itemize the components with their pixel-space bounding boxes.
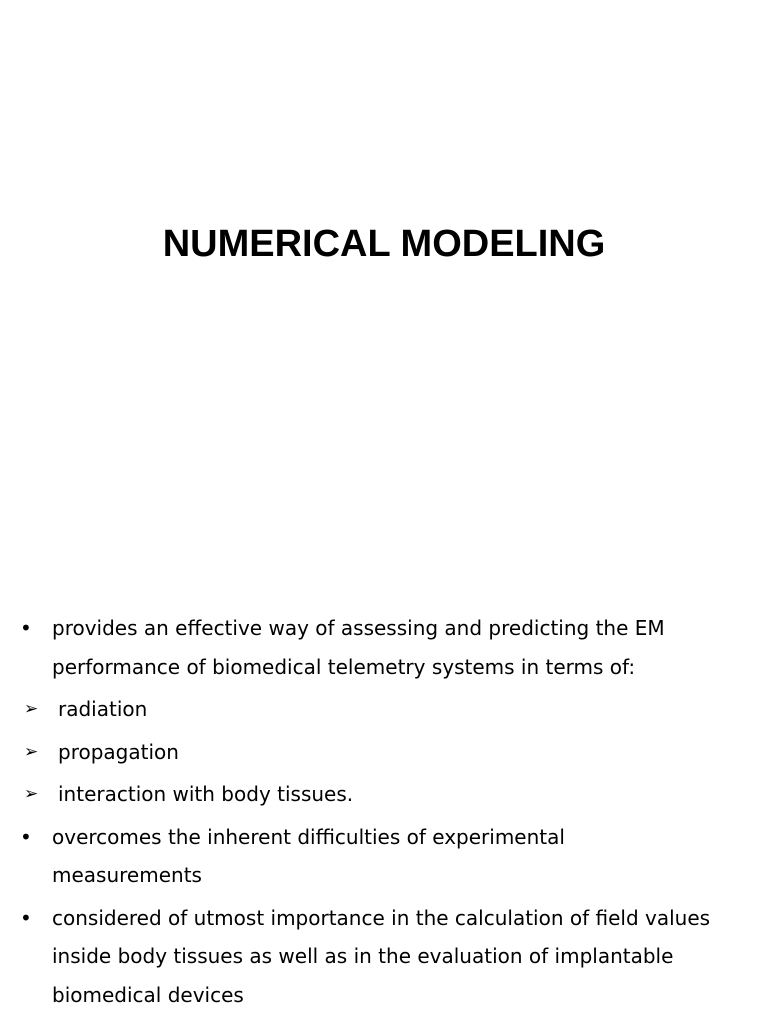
sub-item-radiation xyxy=(0,690,768,729)
sub-item-text: radiation xyxy=(58,697,148,721)
arrow-bullet-icon: ➢ xyxy=(24,784,39,804)
sub-item-propagation xyxy=(0,733,768,772)
sub-item-text: propagation xyxy=(58,739,179,764)
bullet-text: considered of utmost importance in the calculation of field values inside body tissues as well as in the evaluation of implantable biomedical devices xyxy=(52,905,711,1007)
bullet-text: provides an effective way of assessing and predicting the EM performance of biomedical telemetry systems in terms of: xyxy=(52,616,665,679)
bullet-item-provides xyxy=(0,609,768,686)
bullet-dot-icon: • xyxy=(20,905,32,930)
bullet-dot-icon: • xyxy=(20,824,32,849)
bullet-list xyxy=(0,609,768,1018)
arrow-bullet-icon: ➢ xyxy=(24,699,39,719)
bullet-dot-icon: • xyxy=(20,616,32,640)
arrow-bullet-icon: ➢ xyxy=(24,741,39,762)
slide-title: NUMERICAL MODELING xyxy=(162,223,606,265)
bullet-item-considered xyxy=(0,899,768,1015)
sub-item-text: interaction with body tissues. xyxy=(58,782,354,806)
bullet-text: overcomes the inherent difficulties of experimental measurements xyxy=(52,824,565,887)
bullet-item-overcomes xyxy=(0,818,768,895)
sub-item-interaction xyxy=(0,775,768,814)
